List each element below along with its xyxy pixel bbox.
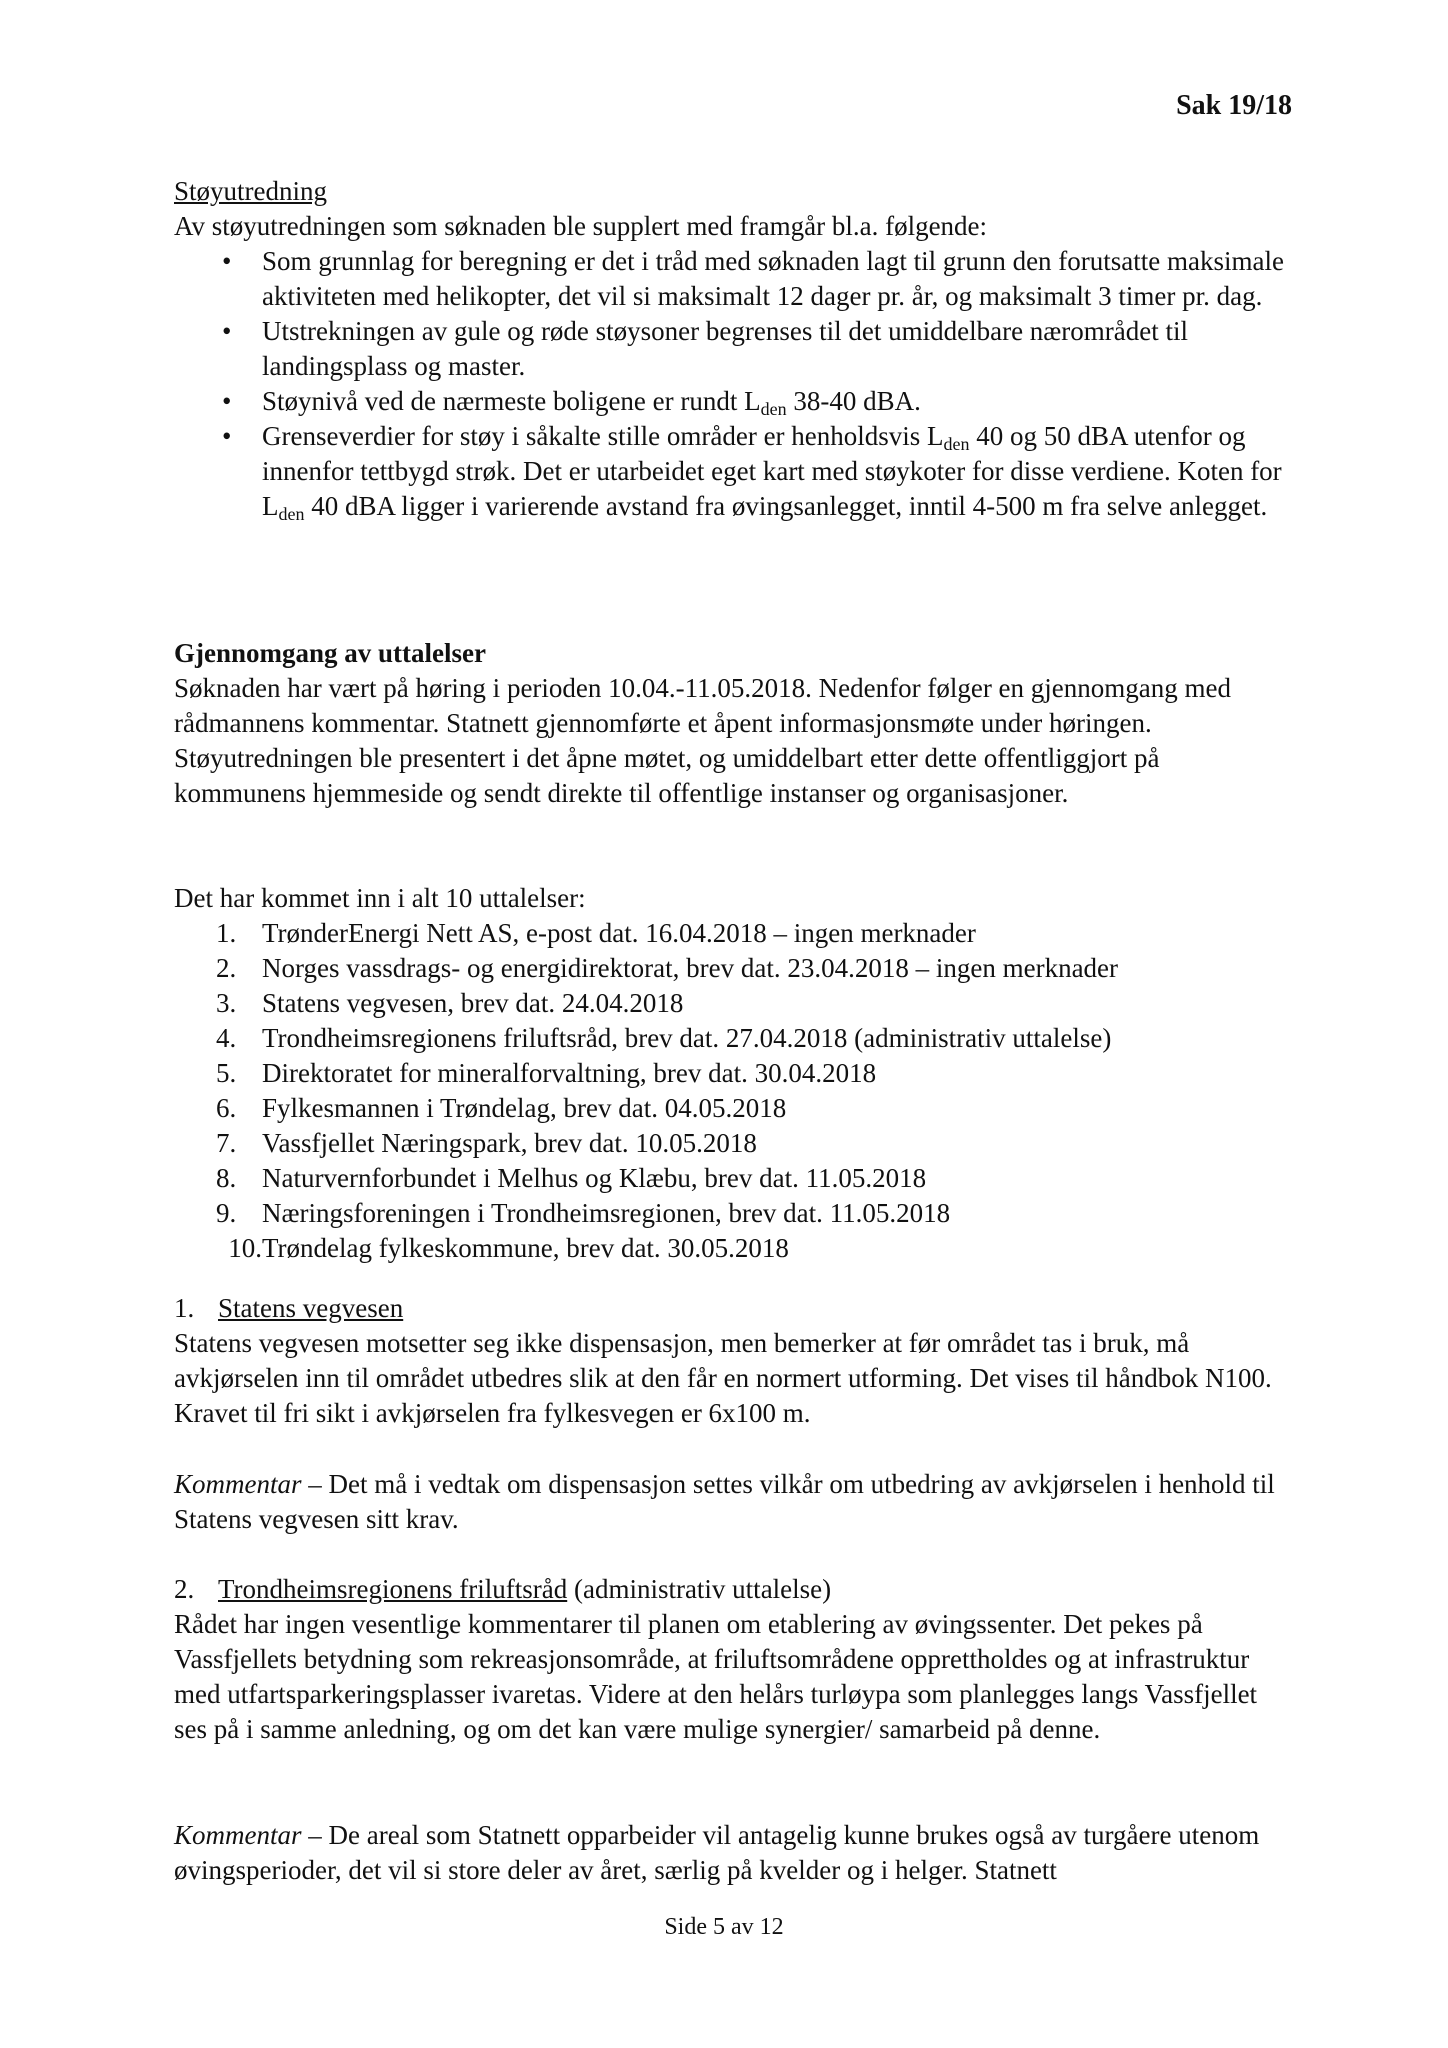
section-title: Statens vegvesen [218,1293,404,1323]
bullet-text: 40 og 50 dBA utenfor og innenfor tettbygd strøk. Det er utarbeidet eget kart med støykoter for disse verdiene. Koten for L [262,421,1282,521]
list-item [174,314,1294,384]
section-heading [174,1572,1294,1607]
statements-section [174,881,1294,1266]
list-text: Vassfjellet Næringspark, brev dat. 10.05.2018 [262,1128,757,1158]
list-item [174,1231,1294,1266]
list-number: 10. [228,1233,262,1263]
list-number: 2. [216,953,237,983]
review-heading: Gjennomgang av uttalelser [174,638,486,668]
bullet-icon: • [222,386,232,416]
section-number: 2. [174,1574,195,1604]
comment-text: – Det må i vedtak om dispensasjon settes vilkår om utbedring av avkjørselen i henhold til Statens vegvesen sitt krav. [174,1469,1275,1534]
list-item [174,419,1294,524]
list-item [174,1196,1294,1231]
bullet-text: Som grunnlag for beregning er det i tråd med søknaden lagt til grunn den forutsatte maksimale aktiviteten med helikopter, det vil si maksimalt 12 dager pr. år, og maksimalt 3 timer pr. dag. [262,246,1284,311]
page-footer: Side 5 av 12 [664,1914,784,1940]
section-title-suffix: (administrativ uttalelse) [567,1574,832,1604]
bullet-icon: • [222,316,232,346]
list-number: 9. [216,1198,237,1228]
noise-heading: Støyutredning [174,176,327,206]
list-item [174,1161,1294,1196]
list-item [174,384,1294,419]
section-body: Statens vegvesen motsetter seg ikke dispensasjon, men bemerker at før området tas i bruk, må avkjørselen inn til området utbedres slik at den får en normert utforming. Det vises til håndbok N100. Kravet til fri sikt i avkjørselen fra fylkesvegen er 6x100 m. [174,1328,1272,1428]
list-number: 7. [216,1128,237,1158]
statement-2-section [174,1572,1294,1747]
statement-1-comment [174,1467,1294,1537]
statements-list [174,916,1294,1266]
bullet-text: Utstrekningen av gule og røde støysoner begrenses til det umiddelbare nærområdet til landingsplass og master. [262,316,1189,381]
list-text: Trondheimsregionens friluftsråd, brev dat. 27.04.2018 (administrativ uttalelse) [262,1023,1112,1053]
list-number: 4. [216,1023,237,1053]
subscript: den [760,399,787,419]
section-body: Rådet har ingen vesentlige kommentarer til planen om etablering av øvingssenter. Det pekes på Vassfjellets betydning som rekreasjonsområde, at friluftsområdene opprettholdes og at infrastruktur med utfartsparkeringsplasser ivaretas. Videre at den helårs turløypa som planlegges langs Vassfjellet ses på i samme anledning, og om det kan være mulige synergier/ samarbeid på denne. [174,1609,1258,1744]
list-item [174,951,1294,986]
list-number: 6. [216,1093,237,1123]
list-text: Norges vassdrags- og energidirektorat, brev dat. 23.04.2018 – ingen merknader [262,953,1119,983]
list-item [174,1126,1294,1161]
list-item [174,916,1294,951]
list-number: 3. [216,988,237,1018]
comment-paragraph [174,1818,1294,1888]
list-text: Næringsforeningen i Trondheimsregionen, brev dat. 11.05.2018 [262,1198,951,1228]
list-text: Statens vegvesen, brev dat. 24.04.2018 [262,988,684,1018]
bullet-icon: • [222,246,232,276]
list-number: 8. [216,1163,237,1193]
statement-1-section [174,1291,1294,1431]
list-text: Trøndelag fylkeskommune, brev dat. 30.05.2018 [262,1233,789,1263]
list-text: Direktoratet for mineralforvaltning, brev dat. 30.04.2018 [262,1058,877,1088]
bullet-icon: • [222,421,232,451]
subscript: den [943,434,970,454]
comment-label: Kommentar [174,1469,302,1499]
section-number: 1. [174,1293,195,1323]
comment-text: – De areal som Statnett opparbeider vil antagelig kunne brukes også av turgåere utenom øvingsperioder, det vil si store deler av året, særlig på kvelder og i helger. Statnett [174,1820,1260,1885]
list-item [174,1091,1294,1126]
list-text: Naturvernforbundet i Melhus og Klæbu, brev dat. 11.05.2018 [262,1163,927,1193]
noise-intro: Av støyutredningen som søknaden ble supplert med framgår bl.a. følgende: [174,211,988,241]
review-section [174,636,1294,811]
list-item [174,1056,1294,1091]
list-text: Fylkesmannen i Trøndelag, brev dat. 04.05.2018 [262,1093,787,1123]
noise-bullet-list [174,244,1294,524]
list-number: 5. [216,1058,237,1088]
review-paragraph: Søknaden har vært på høring i perioden 10.04.-11.05.2018. Nedenfor følger en gjennomgang med rådmannens kommentar. Statnett gjennomførte et åpent informasjonsmøte under høringen. Støyutredningen ble presentert i det åpne møtet, og umiddelbart etter dette offentliggjort på kommunens hjemmeside og sendt direkte til offentlige instanser og organisasjoner. [174,673,1231,808]
comment-label: Kommentar [174,1820,302,1850]
bullet-text: 38-40 dBA. [786,386,921,416]
subscript: den [278,504,305,524]
bullet-text: Støynivå ved de nærmeste boligene er rundt L [262,386,761,416]
section-title: Trondheimsregionens friluftsråd [218,1574,568,1604]
list-text: TrønderEnergi Nett AS, e-post dat. 16.04.2018 – ingen merknader [262,918,976,948]
bullet-text: 40 dBA ligger i varierende avstand fra øvingsanlegget, inntil 4-500 m fra selve anlegget. [304,491,1268,521]
list-item [174,986,1294,1021]
noise-section [174,174,1294,524]
list-item [174,244,1294,314]
case-reference: Sak 19/18 [1176,90,1292,121]
statement-2-comment [174,1818,1294,1888]
list-item [174,1021,1294,1056]
statements-intro: Det har kommet inn i alt 10 uttalelser: [174,883,586,913]
comment-paragraph [174,1467,1294,1537]
section-heading [174,1291,1294,1326]
bullet-text: Grenseverdier for støy i såkalte stille områder er henholdsvis L [262,421,944,451]
list-number: 1. [216,918,237,948]
